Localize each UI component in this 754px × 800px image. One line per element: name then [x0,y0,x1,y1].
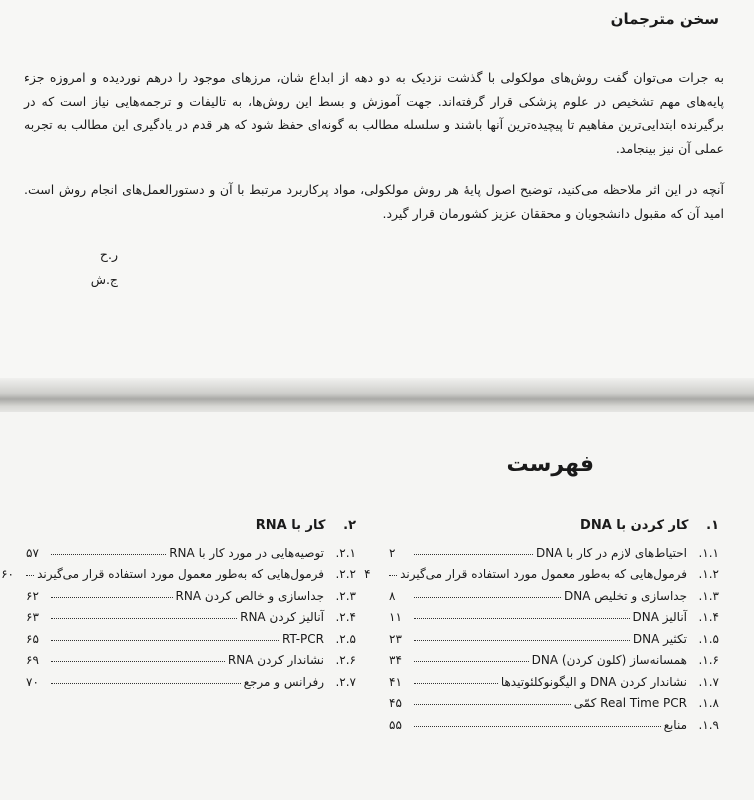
toc-entry-page: ۲ [389,545,396,560]
toc-leader-dots [414,554,533,555]
toc-section-2 [1,514,356,689]
toc-entry-title: فرمول‌هایی که به‌طور معمول مورد استفاده قرار می‌گیرند [37,567,324,581]
toc-entry [389,646,719,668]
toc-entry-title: جداسازی و تخلیص DNA [563,588,687,603]
toc-section-heading [389,514,719,538]
toc-entry-number: ۱.۶. [698,653,719,667]
toc-section-1 [364,514,719,732]
toc-entry-page: ۵۷ [26,545,39,560]
toc-entry [26,624,356,646]
toc-entry [389,689,719,711]
toc-leader-dots [51,597,173,598]
toc-entry [389,538,719,560]
toc-entry-number: ۲.۴. [335,610,356,624]
toc-entry-page: ۸ [389,588,396,603]
toc-leader-dots [389,575,397,576]
toc-entry-number: ۱.۲. [698,567,719,581]
toc-entry-title: Real Time PCR کمّی [573,696,687,710]
toc-entry-page: ۶۹ [26,653,39,667]
toc-entry-number: ۲.۳. [335,588,356,603]
toc-leader-dots [51,618,237,619]
toc-entry-number: ۲.۲. [335,567,356,581]
toc-leader-dots [51,640,279,641]
toc-entry-page: ۶۲ [26,588,39,603]
toc-leader-dots [414,640,630,641]
toc-entry-title: رفرانس و مرجع [243,674,324,689]
toc-entry [1,560,356,582]
signature-1: ر.ح [99,247,118,262]
toc-entry-page: ۷۰ [26,674,39,689]
toc-entry-number: ۱.۴. [698,610,719,624]
signature-2: ج.ش [90,272,118,287]
toc-leader-dots [51,683,241,684]
toc-entry-page: ۶۵ [26,631,39,646]
toc-leader-dots [51,661,225,662]
toc-section-title: کار با RNA [255,518,326,533]
toc-entry [389,667,719,689]
toc-leader-dots [414,704,571,705]
toc-leader-dots [414,726,661,727]
toc-entry-page: ۲۳ [389,631,402,646]
toc-entry-title: آنالیز DNA [632,610,687,624]
toc-entry-page: ۶۳ [26,610,39,624]
toc-entry-title: فرمول‌هایی که به‌طور معمول مورد استفاده قرار می‌گیرند [400,567,687,581]
toc-entry [389,603,719,625]
toc-leader-dots [414,661,529,662]
toc-entry-page: ۴۱ [389,674,402,689]
toc-entry [26,581,356,603]
toc-entry [26,667,356,689]
toc-entry-title: RT-PCR [282,631,324,646]
toc-entry-page: ۱۱ [389,610,402,624]
toc-entry-page: ۵۵ [389,717,402,732]
toc-entry-title: آنالیز کردن RNA [240,610,324,624]
toc-entry-title: جداسازی و خالص کردن RNA [175,588,324,603]
toc-entry-title: احتیاط‌های لازم در کار با DNA [535,545,687,560]
toc-entry-number: ۱.۵. [698,631,719,646]
toc-entry [389,710,719,732]
toc-entry-number: ۱.۸. [698,696,719,710]
toc-entry-number: ۲.۱. [335,545,356,560]
toc-entry-page: ۴۵ [389,696,402,710]
toc-entry-number: ۱.۱. [698,545,719,560]
toc-entry-title: همسانه‌ساز (کلون کردن) DNA [531,653,687,667]
preface-title: سخن مترجمان [610,10,719,28]
toc-entry [389,581,719,603]
toc-entry-page: ۶۰ [1,567,14,581]
preface-paragraph-1: به جرات می‌توان گفت روش‌های مولکولی با گذشت نزدیک به دو دهه از ابداع شان، مرزهای موجود را درهم نوردیده و امروزه جزء پایه‌های مهم تشخیص در علوم پزشکی قرار گرفته‌اند. جهت آموزش و بسط این روش‌ها، به تالیفات و ترجمه‌هایی نیاز است که در برگیرنده ابتدایی‌ترین مفاهیم تا پیچیده‌ترین آنها باشند و سلسله مطالب به گونه‌ای حفظ شود که هر قدم در یادگیری این مطالب به تجربه عملی آن نیز بینجامد. [24,70,724,156]
toc-section-number: ۱. [706,518,719,533]
page-fold-shadow [0,378,754,416]
preface-paragraph-2: آنچه در این اثر ملاحظه می‌کنید، توضیح اصول پایهٔ هر روش مولکولی، مواد پرکاربرد مرتبط با آن و دستورالعمل‌های انجام روش است. امید آن که مقبول دانشجویان و محققان عزیز کشورمان قرار گیرد. [24,182,724,221]
toc-entry-title: توصیه‌هایی در مورد کار با RNA [169,545,324,560]
toc-section-title: کار کردن با DNA [580,518,689,533]
toc-leader-dots [414,683,498,684]
toc-leader-dots [414,618,630,619]
toc-entry [364,560,719,582]
toc-entry-number: ۲.۷. [335,674,356,689]
toc-entry-number: ۲.۶. [335,653,356,667]
preface-page [0,0,754,392]
toc-entry-title: منابع [663,717,687,732]
toc-entry-number: ۱.۹. [698,717,719,732]
toc-entry [26,646,356,668]
toc-entry-title: نشاندار کردن DNA و الیگونوکلئوتیدها [500,674,687,689]
toc-entry-page: ۴ [364,567,371,581]
toc-entry-number: ۱.۷. [698,674,719,689]
toc-entry [389,624,719,646]
toc-entry [26,603,356,625]
toc-leader-dots [26,575,34,576]
toc-section-heading [26,514,356,538]
toc-title: فهرست [506,452,594,477]
toc-leader-dots [51,554,166,555]
toc-entry-page: ۳۴ [389,653,402,667]
toc-entry [26,538,356,560]
toc-section-number: ۲. [343,518,356,533]
toc-leader-dots [414,597,561,598]
toc-entry-title: تکثیر DNA [632,631,687,646]
toc-entry-number: ۱.۳. [698,588,719,603]
toc-entry-title: نشاندار کردن RNA [227,653,324,667]
toc-entry-number: ۲.۵. [335,631,356,646]
